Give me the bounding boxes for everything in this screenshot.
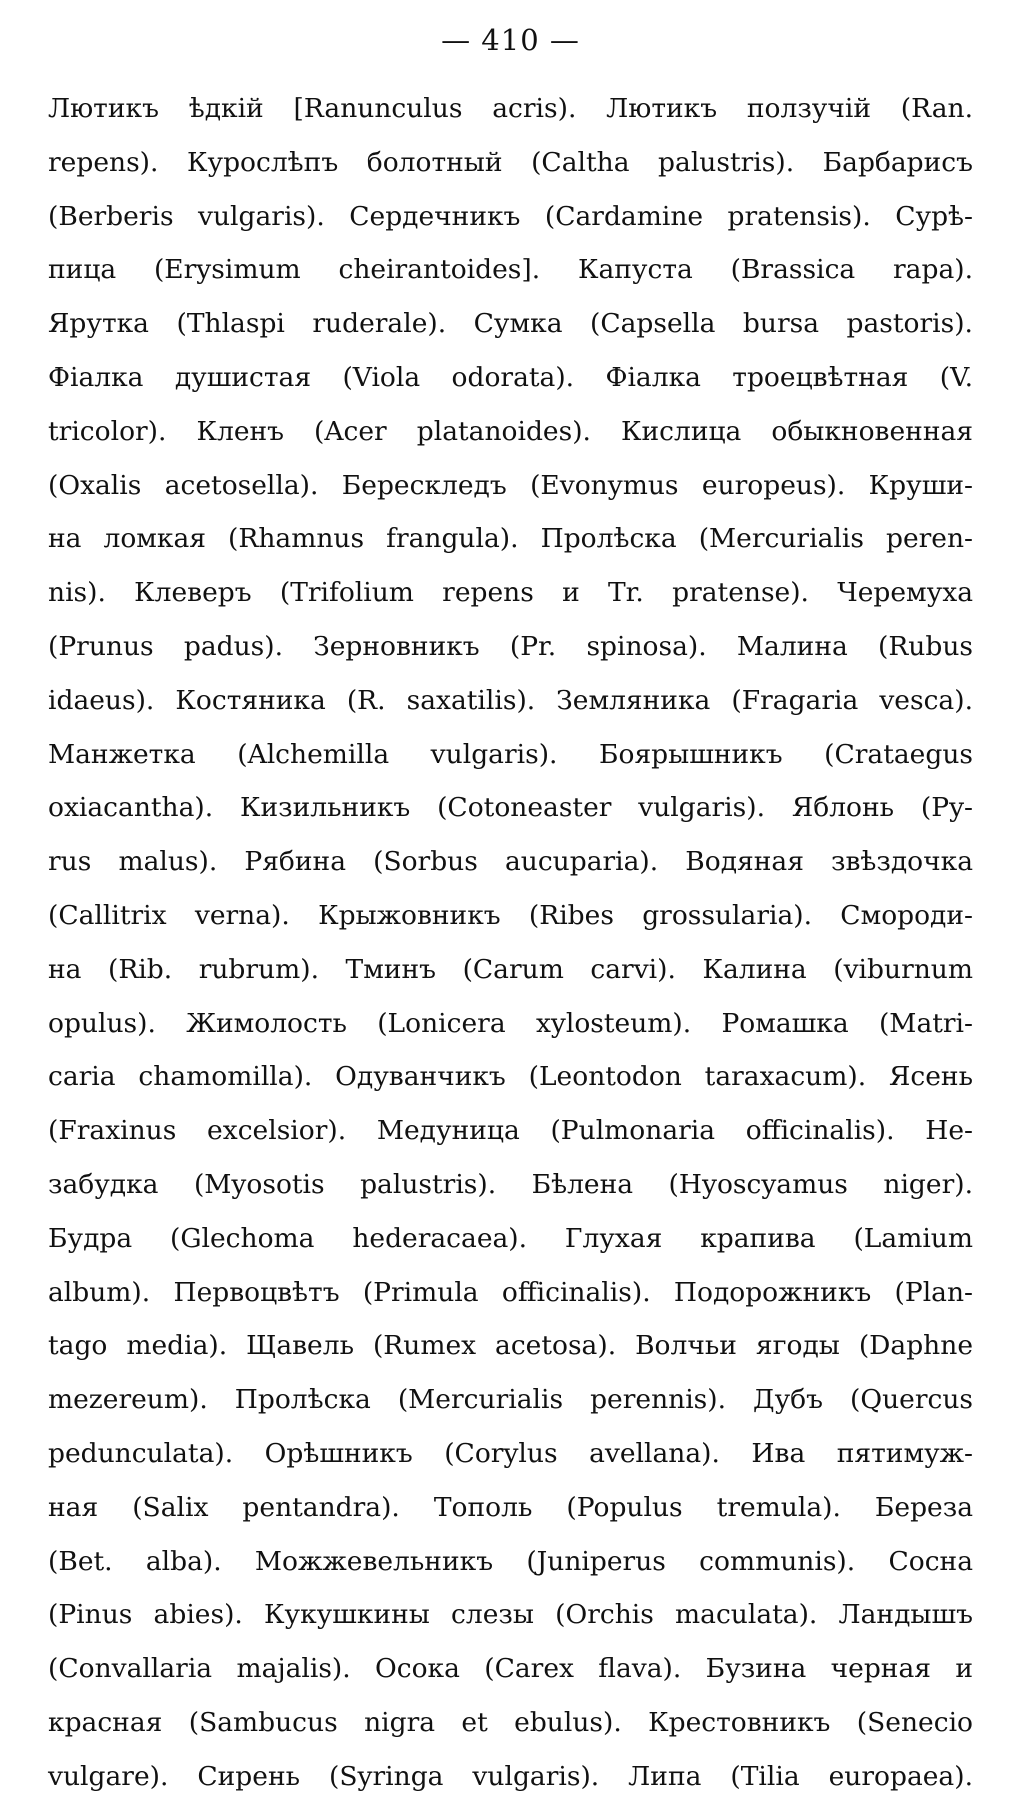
text-line: vulgare). Сирень (Syringa vulgaris). Липа (Tilia europaea). xyxy=(48,1760,973,1792)
text-line: nis). Клеверъ (Trifolium repens и Tr. pratense). Черемуха xyxy=(48,577,973,609)
text-line: (Convallaria majalis). Осока (Carex flava). Бузина черная и xyxy=(48,1653,973,1685)
text-line: на (Rib. rubrum). Тминъ (Carum carvi). Калина (viburnum xyxy=(48,953,973,985)
text-line: на ломкая (Rhamnus frangula). Пролѣска (Mercurialis peren- xyxy=(48,523,973,555)
text-line: pedunculata). Орѣшникъ (Corylus avellana). Ива пятимуж- xyxy=(48,1437,973,1469)
book-page xyxy=(48,22,973,1792)
text-line: (Pinus abies). Кукушкины слезы (Orchis maculata). Ландышъ xyxy=(48,1599,973,1631)
page-number: — 410 — xyxy=(441,23,580,57)
text-line: забудка (Myosotis palustris). Бѣлена (Hyoscyamus niger). xyxy=(48,1168,973,1200)
text-line: ная (Salix pentandra). Тополь (Populus tremula). Береза xyxy=(48,1491,973,1523)
text-line: (Callitrix verna). Крыжовникъ (Ribes grossularia). Смороди- xyxy=(48,899,973,931)
text-line: opulus). Жимолость (Lonicera xylosteum). Ромашка (Matri- xyxy=(48,1007,973,1039)
text-line: oxiacantha). Кизильникъ (Cotoneaster vulgaris). Яблонь (Py- xyxy=(48,792,973,824)
text-line: tago media). Щавель (Rumex acetosa). Волчьи ягоды (Daphne xyxy=(48,1330,973,1362)
text-line: (Berberis vulgaris). Сердечникъ (Cardamine pratensis). Сурѣ- xyxy=(48,200,973,232)
text-line: rus malus). Рябина (Sorbus aucuparia). Водяная звѣздочка xyxy=(48,846,973,878)
text-line: (Oxalis acetosella). Берескледъ (Evonymus europeus). Круши- xyxy=(48,469,973,501)
text-line: Будра (Glechoma hederacaea). Глухая крапива (Lamium xyxy=(48,1222,973,1254)
text-line: (Bet. alba). Можжевельникъ (Juniperus communis). Сосна xyxy=(48,1545,973,1577)
text-line: mezereum). Пролѣска (Mercurialis perennis). Дубъ (Quercus xyxy=(48,1384,973,1416)
text-line: пица (Erysimum cheirantoides]. Капуста (Brassica rapa). xyxy=(48,254,973,286)
text-line: tricolor). Кленъ (Acer platanoides). Кислица обыкновенная xyxy=(48,415,973,447)
text-line: album). Первоцвѣтъ (Primula officinalis). Подорожникъ (Plan- xyxy=(48,1276,973,1308)
text-line: Фіалка душистая (Viola odorata). Фіалка троецвѣтная (V. xyxy=(48,361,973,393)
text-line: Ярутка (Thlaspi ruderale). Сумка (Capsella bursa pastoris). xyxy=(48,308,973,340)
text-line: (Prunus padus). Зерновникъ (Pr. spinosa). Малина (Rubus xyxy=(48,630,973,662)
text-line: красная (Sambucus nigra et ebulus). Крестовникъ (Senecio xyxy=(48,1706,973,1738)
text-line: Лютикъ ѣдкій [Ranunculus acris). Лютикъ ползучій (Ran. xyxy=(48,93,973,124)
text-line: idaeus). Костяника (R. saxatilis). Земляника (Fragaria vesca). xyxy=(48,684,973,716)
page-body-text xyxy=(48,82,973,1804)
text-line: Манжетка (Alchemilla vulgaris). Боярышникъ (Crataegus xyxy=(48,738,973,770)
text-line: repens). Курослѣпъ болотный (Caltha palustris). Барбарисъ xyxy=(48,146,973,178)
text-line: caria chamomilla). Одуванчикъ (Leontodon taraxacum). Ясень xyxy=(48,1061,973,1093)
text-line: (Fraxinus excelsior). Медуница (Pulmonaria officinalis). Не- xyxy=(48,1115,973,1147)
